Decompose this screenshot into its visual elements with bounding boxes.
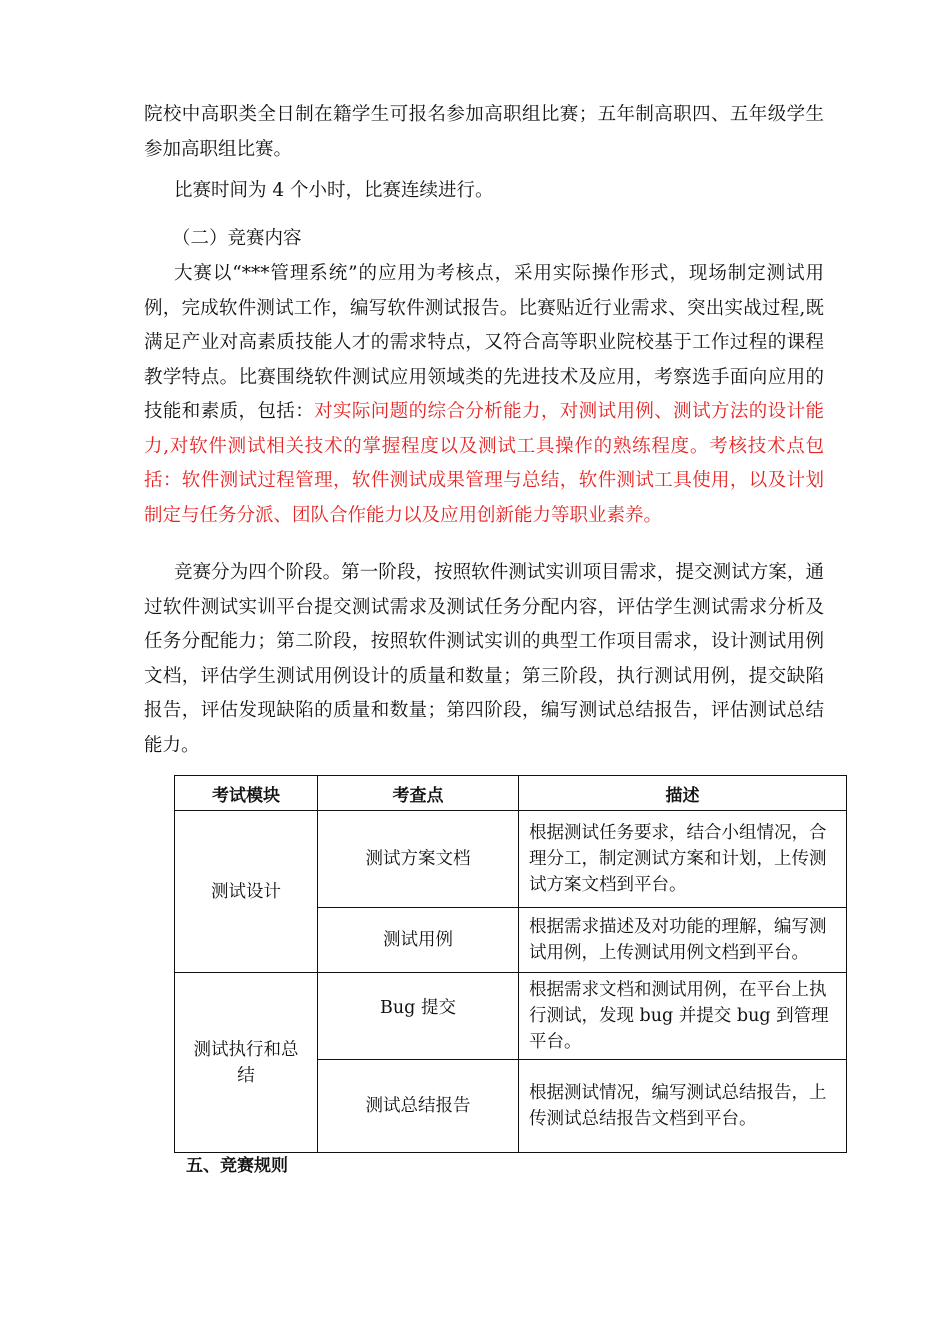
- module-name: 测试设计: [211, 881, 281, 902]
- point-cell: 测试总结报告: [318, 1060, 519, 1153]
- header-module: 考试模块: [175, 776, 318, 811]
- module-cell: [175, 973, 318, 1153]
- desc-cell: 根据需求描述及对功能的理解，编写测试用例，上传测试用例文档到平台。: [519, 908, 847, 973]
- header-point: 考查点: [318, 776, 519, 811]
- section-heading-rules: 五、竞赛规则: [186, 1156, 288, 1176]
- module-name: 测试执行和总结: [193, 1039, 299, 1086]
- paragraph-content: [144, 257, 824, 533]
- paragraph-duration: 比赛时间为 4 个小时，比赛连续进行。: [174, 180, 494, 201]
- table-row: [175, 811, 847, 908]
- desc-cell: 根据需求文档和测试用例，在平台上执行测试，发现 bug 并提交 bug 到管理平台。: [519, 973, 847, 1060]
- desc-cell: 根据测试情况，编写测试总结报告，上传测试总结报告文档到平台。: [519, 1060, 847, 1153]
- module-cell: [175, 811, 318, 973]
- paragraph-content-highlight: 对实际问题的综合分析能力，对测试用例、测试方法的设计能力,对软件测试相关技术的掌握程度以及测试工具操作的熟练程度。考核技术点包括：软件测试过程管理，软件测试成果管理与总结，软件测试工具使用，以及计划制定与任务分派、团队合作能力以及应用创新能力等职业素养。: [144, 401, 824, 526]
- point-cell: Bug 提交: [318, 973, 519, 1060]
- exam-module-table: [174, 775, 847, 1153]
- desc-cell: 根据测试任务要求，结合小组情况，合理分工，制定测试方案和计划，上传测试方案文档到平台。: [519, 811, 847, 908]
- table-header-row: [175, 776, 847, 811]
- section-heading-content: （二）竞赛内容: [172, 228, 302, 249]
- point-cell: 测试方案文档: [318, 811, 519, 908]
- header-desc: 描述: [519, 776, 847, 811]
- point-cell: 测试用例: [318, 908, 519, 973]
- table-row: [175, 973, 847, 1060]
- paragraph-stages: 竞赛分为四个阶段。第一阶段，按照软件测试实训项目需求，提交测试方案，通过软件测试实训平台提交测试需求及测试任务分配内容，评估学生测试需求分析及任务分配能力；第二阶段，按照软件测试实训的典型工作项目需求，设计测试用例文档，评估学生测试用例设计的质量和数量；第三阶段，执行测试用例，提交缺陷报告，评估发现缺陷的质量和数量；第四阶段，编写测试总结报告，评估测试总结能力。: [144, 562, 824, 756]
- paragraph-eligibility: 院校中高职类全日制在籍学生可报名参加高职组比赛；五年制高职四、五年级学生参加高职组比赛。: [144, 104, 824, 160]
- paragraph-content-text: 大赛以“***管理系统”的应用为考核点，采用实际操作形式，现场制定测试用例，完成软件测试工作，编写软件测试报告。比赛贴近行业需求、突出实战过程,既满足产业对高素质技能人才的需求特点，又符合高等职业院校基于工作过程的课程教学特点。比赛围绕软件测试应用领域类的先进技术及应用，考察选手面向应用的技能和素质，包括：: [144, 263, 824, 422]
